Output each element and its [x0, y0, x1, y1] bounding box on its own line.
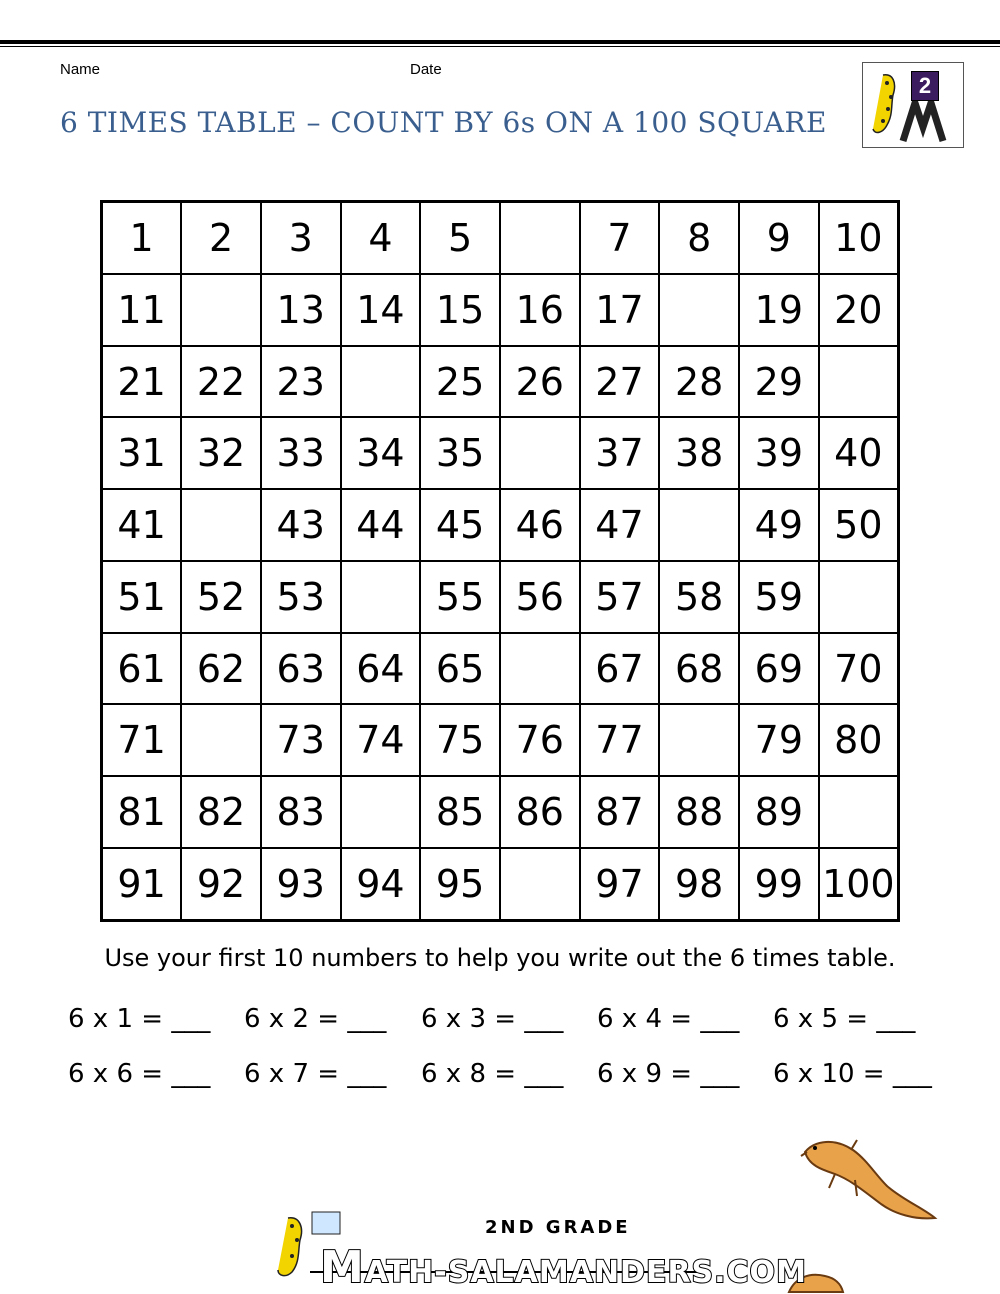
grid-row: [102, 704, 899, 776]
grid-cell: 41: [102, 489, 182, 561]
hundred-square: [100, 200, 900, 922]
grid-cell: 17: [580, 274, 660, 346]
equation-item[interactable]: 6 x 3 = ___: [421, 1004, 564, 1034]
grid-cell: 1: [102, 202, 182, 275]
equation-item[interactable]: 6 x 8 = ___: [421, 1059, 564, 1089]
grid-cell: 23: [261, 346, 341, 418]
grid-cell: 93: [261, 848, 341, 921]
grid-cell: 8: [659, 202, 739, 275]
equation-item[interactable]: 6 x 4 = ___: [597, 1004, 740, 1034]
equation-item[interactable]: 6 x 5 = ___: [773, 1004, 916, 1034]
grid-cell: 19: [739, 274, 819, 346]
grid-cell: 31: [102, 417, 182, 489]
grid-cell: 47: [580, 489, 660, 561]
grid-cell-blank[interactable]: [500, 417, 580, 489]
equation-item[interactable]: 6 x 2 = ___: [244, 1004, 387, 1034]
grid-cell: 71: [102, 704, 182, 776]
grid-cell: 83: [261, 776, 341, 848]
grid-row: [102, 561, 899, 633]
grid-cell: 22: [181, 346, 261, 418]
grid-cell: 89: [739, 776, 819, 848]
grid-cell: 27: [580, 346, 660, 418]
grid-cell: 21: [102, 346, 182, 418]
newt-icon: [795, 1130, 940, 1225]
grid-cell-blank[interactable]: [819, 346, 899, 418]
grid-cell-blank[interactable]: [500, 633, 580, 705]
grid-cell: 99: [739, 848, 819, 921]
grid-row: [102, 776, 899, 848]
grid-row: [102, 848, 899, 921]
grid-cell: 49: [739, 489, 819, 561]
date-label: Date: [410, 61, 442, 78]
grid-cell-blank[interactable]: [500, 848, 580, 921]
grade-logo: [862, 62, 964, 148]
grid-cell: 46: [500, 489, 580, 561]
grid-cell: 59: [739, 561, 819, 633]
top-rule-thin: [0, 46, 1000, 47]
grid-cell-blank[interactable]: [181, 274, 261, 346]
grid-cell: 29: [739, 346, 819, 418]
grid-cell: 14: [341, 274, 421, 346]
grid-cell: 3: [261, 202, 341, 275]
grid-cell: 43: [261, 489, 341, 561]
grid-cell: 32: [181, 417, 261, 489]
grid-cell: 53: [261, 561, 341, 633]
grid-cell: 37: [580, 417, 660, 489]
grid-cell: 4: [341, 202, 421, 275]
top-rule: [0, 40, 1000, 44]
grid-cell: 7: [580, 202, 660, 275]
grid-cell: 5: [420, 202, 500, 275]
grid-cell: 58: [659, 561, 739, 633]
grid-cell-blank[interactable]: [819, 776, 899, 848]
grid-cell: 86: [500, 776, 580, 848]
grid-cell: 85: [420, 776, 500, 848]
grid-cell: 57: [580, 561, 660, 633]
grid-cell: 15: [420, 274, 500, 346]
grid-cell: 10: [819, 202, 899, 275]
grid-row: [102, 633, 899, 705]
grid-cell-blank[interactable]: [341, 346, 421, 418]
grid-cell: 52: [181, 561, 261, 633]
grid-cell: 56: [500, 561, 580, 633]
grid-cell: 81: [102, 776, 182, 848]
grid-cell: 94: [341, 848, 421, 921]
grid-cell: 95: [420, 848, 500, 921]
grid-cell: 64: [341, 633, 421, 705]
grid-row: [102, 489, 899, 561]
grid-cell: 28: [659, 346, 739, 418]
grid-cell: 2: [181, 202, 261, 275]
footer-grade: 2ND GRADE: [485, 1217, 631, 1238]
grid-cell: 65: [420, 633, 500, 705]
grid-row: [102, 202, 899, 275]
grid-cell: 40: [819, 417, 899, 489]
grid-cell: 67: [580, 633, 660, 705]
instruction-text: Use your first 10 numbers to help you write out the 6 times table.: [104, 944, 896, 972]
page-title: 6 TIMES TABLE – COUNT BY 6s ON A 100 SQUARE: [60, 106, 827, 139]
footer-site-initial: M: [320, 1242, 365, 1293]
equation-item[interactable]: 6 x 6 = ___: [68, 1059, 211, 1089]
grid-cell-blank[interactable]: [659, 274, 739, 346]
grid-cell: 68: [659, 633, 739, 705]
equation-item[interactable]: 6 x 9 = ___: [597, 1059, 740, 1089]
grid-cell: 26: [500, 346, 580, 418]
footer-site-name[interactable]: [320, 1242, 807, 1293]
grid-cell: 62: [181, 633, 261, 705]
grid-cell: 39: [739, 417, 819, 489]
grid-cell-blank[interactable]: [500, 202, 580, 275]
grid-cell: 38: [659, 417, 739, 489]
grid-cell: 13: [261, 274, 341, 346]
grid-cell: 35: [420, 417, 500, 489]
grid-cell: 75: [420, 704, 500, 776]
grid-cell: 79: [739, 704, 819, 776]
grid-cell: 61: [102, 633, 182, 705]
grid-cell: 97: [580, 848, 660, 921]
grid-cell: 77: [580, 704, 660, 776]
grid-cell-blank[interactable]: [819, 561, 899, 633]
equation-item[interactable]: 6 x 1 = ___: [68, 1004, 211, 1034]
grid-cell: 82: [181, 776, 261, 848]
footer-site-rest: ATH-SALAMANDERS.COM: [364, 1255, 807, 1290]
grid-cell-blank[interactable]: [181, 704, 261, 776]
equation-item[interactable]: 6 x 10 = ___: [773, 1059, 932, 1089]
grid-cell: 69: [739, 633, 819, 705]
grid-cell: 9: [739, 202, 819, 275]
grid-cell: 91: [102, 848, 182, 921]
grade-badge: 2: [911, 71, 939, 101]
grid-cell: 98: [659, 848, 739, 921]
grid-cell: 20: [819, 274, 899, 346]
grid-cell: 73: [261, 704, 341, 776]
grid-cell-blank[interactable]: [341, 561, 421, 633]
grid-cell: 25: [420, 346, 500, 418]
grid-cell: 88: [659, 776, 739, 848]
grid-cell: 55: [420, 561, 500, 633]
grid-cell-blank[interactable]: [341, 776, 421, 848]
grid-cell: 100: [819, 848, 899, 921]
name-label: Name: [60, 61, 101, 78]
grid-cell-blank[interactable]: [181, 489, 261, 561]
grid-row: [102, 274, 899, 346]
grid-cell: 51: [102, 561, 182, 633]
grid-cell: 92: [181, 848, 261, 921]
grid-cell: 33: [261, 417, 341, 489]
grid-cell-blank[interactable]: [659, 704, 739, 776]
grid-cell: 70: [819, 633, 899, 705]
grid-cell: 63: [261, 633, 341, 705]
grid-row: [102, 346, 899, 418]
grid-cell: 16: [500, 274, 580, 346]
grid-cell: 74: [341, 704, 421, 776]
grid-cell: 76: [500, 704, 580, 776]
grid-cell-blank[interactable]: [659, 489, 739, 561]
grid-cell: 11: [102, 274, 182, 346]
grid-cell: 87: [580, 776, 660, 848]
grid-cell: 80: [819, 704, 899, 776]
grid-cell: 50: [819, 489, 899, 561]
equation-item[interactable]: 6 x 7 = ___: [244, 1059, 387, 1089]
grid-cell: 45: [420, 489, 500, 561]
grid-row: [102, 417, 899, 489]
grid-cell: 44: [341, 489, 421, 561]
grid-cell: 34: [341, 417, 421, 489]
